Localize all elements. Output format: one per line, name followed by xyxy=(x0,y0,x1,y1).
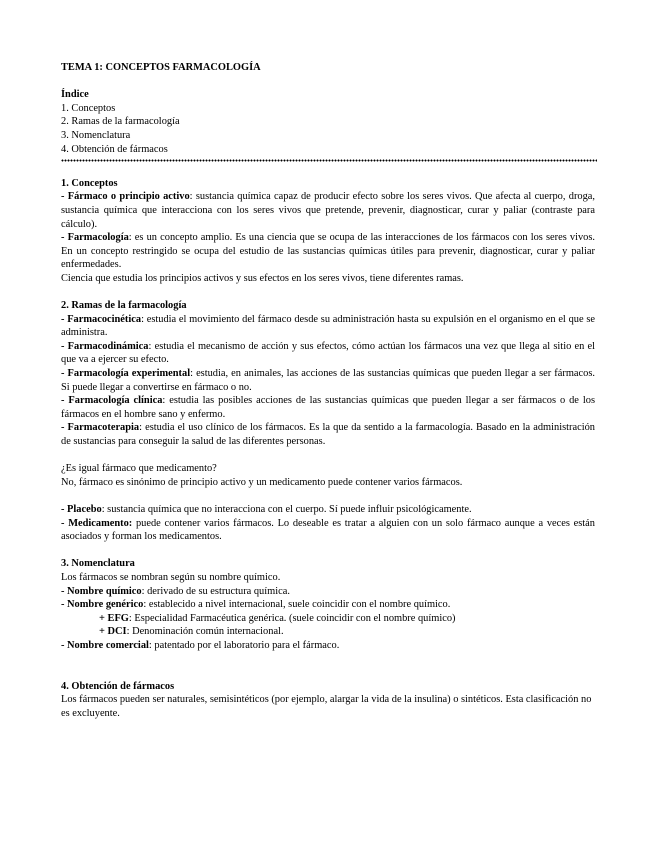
definition: : estudia el mecanismo de acción y sus efectos, cómo actúan los fármacos una vez que llega al sitio en el que va a ejercer su efecto. xyxy=(61,340,596,366)
index-item: 2. Ramas de la farmacología xyxy=(61,116,180,128)
question: ¿Es igual fármaco que medicamento? xyxy=(61,463,217,475)
term: - Medicamento: xyxy=(61,517,133,529)
term: - Farmacoterapia xyxy=(61,422,140,434)
term: - Farmacología clínica xyxy=(61,395,163,407)
definition: : derivado de su estructura química. xyxy=(141,585,290,597)
sub-item xyxy=(61,625,595,639)
definition: : Especialidad Farmacéutica genérica. (suele coincidir con el nombre químico) xyxy=(128,612,456,624)
question-answer xyxy=(61,462,595,489)
paragraph: Los fármacos pueden ser naturales, semisintéticos (por ejemplo, alargar la vida de la insulina) o sintéticos. Esta clasificación no es excluyente. xyxy=(61,694,592,719)
definition: : patentado por el laboratorio para el fármaco. xyxy=(148,639,340,651)
term: + DCI xyxy=(99,626,127,638)
term: - Placebo xyxy=(61,504,102,515)
term: - Nombre genérico xyxy=(61,599,144,611)
section-nomenclatura xyxy=(61,557,595,652)
term: - Fármaco o principio activo xyxy=(61,191,190,203)
paragraph: Los fármacos se nombran según su nombre químico. xyxy=(61,571,281,583)
definition: : sustancia química capaz de producir efecto sobre los seres vivos. Que afecta al cuerpo, droga, sustancia química que interacciona con los seres vivos que pretende, prevenir, diagnosticar, curar y paliar (contraste para cálculo). xyxy=(61,191,595,230)
definition: : estudia el uso clínico de los fármacos. Es la que da sentido a la farmacología. Basado en la administración de sustancias para conseguir la salud de las diferentes personas. xyxy=(61,422,595,448)
term: - Farmacodinámica xyxy=(61,340,149,352)
paragraph xyxy=(61,503,595,517)
index-item: 3. Nomenclatura xyxy=(61,129,131,141)
paragraph xyxy=(61,421,595,448)
index-item: 1. Conceptos xyxy=(61,102,116,114)
document-page xyxy=(61,61,595,720)
section-conceptos xyxy=(61,177,595,286)
definitions xyxy=(61,503,595,544)
paragraph xyxy=(61,598,595,612)
paragraph xyxy=(61,190,595,231)
section-heading: 2. Ramas de la farmacología xyxy=(61,300,187,312)
definition: : es un concepto amplio. Es una ciencia que se ocupa de las interacciones de los fármacos con los seres vivos. En un concepto restringido se ocupa del estudio de las sustancias químicas útiles para prevenir, diagnosticar, curar y paliar enfermedades. xyxy=(61,232,595,271)
paragraph xyxy=(61,517,595,544)
definition: : sustancia química que no interacciona con el cuerpo. Sí puede influir psicológicamente. xyxy=(101,504,472,515)
index-heading: Índice xyxy=(61,89,89,101)
term: - Nombre comercial xyxy=(61,639,149,651)
document-title: TEMA 1: CONCEPTOS FARMACOLOGÍA xyxy=(61,62,261,73)
definition: : estudia el movimiento del fármaco desde su administración hasta su expulsión en el organismo en el que se administra. xyxy=(61,313,595,339)
paragraph xyxy=(61,231,595,272)
section-ramas xyxy=(61,299,595,449)
term: - Farmacología experimental xyxy=(61,368,191,380)
term: + EFG xyxy=(99,612,129,624)
paragraph xyxy=(61,585,595,599)
definition: : Denominación común internacional. xyxy=(126,626,284,638)
paragraph xyxy=(61,639,595,653)
definition: : estudia las posibles acciones de las sustancias químicas que pueden llegar a ser fármacos o de los fármacos en el hombre sano y enfermo. xyxy=(61,395,596,420)
answer: No, fármaco es sinónimo de principio activo y un medicamento puede contener varios fármacos. xyxy=(61,476,463,488)
section-heading: 1. Conceptos xyxy=(61,177,118,189)
section-heading: 3. Nomenclatura xyxy=(61,558,135,570)
sub-item xyxy=(61,612,595,626)
paragraph xyxy=(61,394,595,421)
definition: : establecido a nivel internacional, suele coincidir con el nombre químico. xyxy=(143,599,451,611)
section-heading: 4. Obtención de fármacos xyxy=(61,680,175,692)
definition: puede contener varios fármacos. Lo deseable es tratar a alguien con un solo fármaco aunque a veces están asociados y forman los medicamentos. xyxy=(61,517,595,543)
section-obtencion xyxy=(61,680,595,721)
term: - Farmacología xyxy=(61,232,129,244)
term: - Nombre químico xyxy=(61,585,142,597)
paragraph xyxy=(61,367,595,394)
paragraph xyxy=(61,313,595,340)
paragraph: Ciencia que estudia los principios activos y sus efectos en los seres vivos, tiene diferentes ramas. xyxy=(61,272,464,284)
paragraph xyxy=(61,340,595,367)
definition: : estudia, en animales, las acciones de las sustancias químicas que pueden llegar a ser fármacos. Si puede llegar a convertirse en fármaco o no. xyxy=(61,368,595,393)
term: - Farmacocinética xyxy=(61,313,142,325)
index-item: 4. Obtención de fármacos xyxy=(61,143,168,155)
index-section xyxy=(61,88,595,156)
